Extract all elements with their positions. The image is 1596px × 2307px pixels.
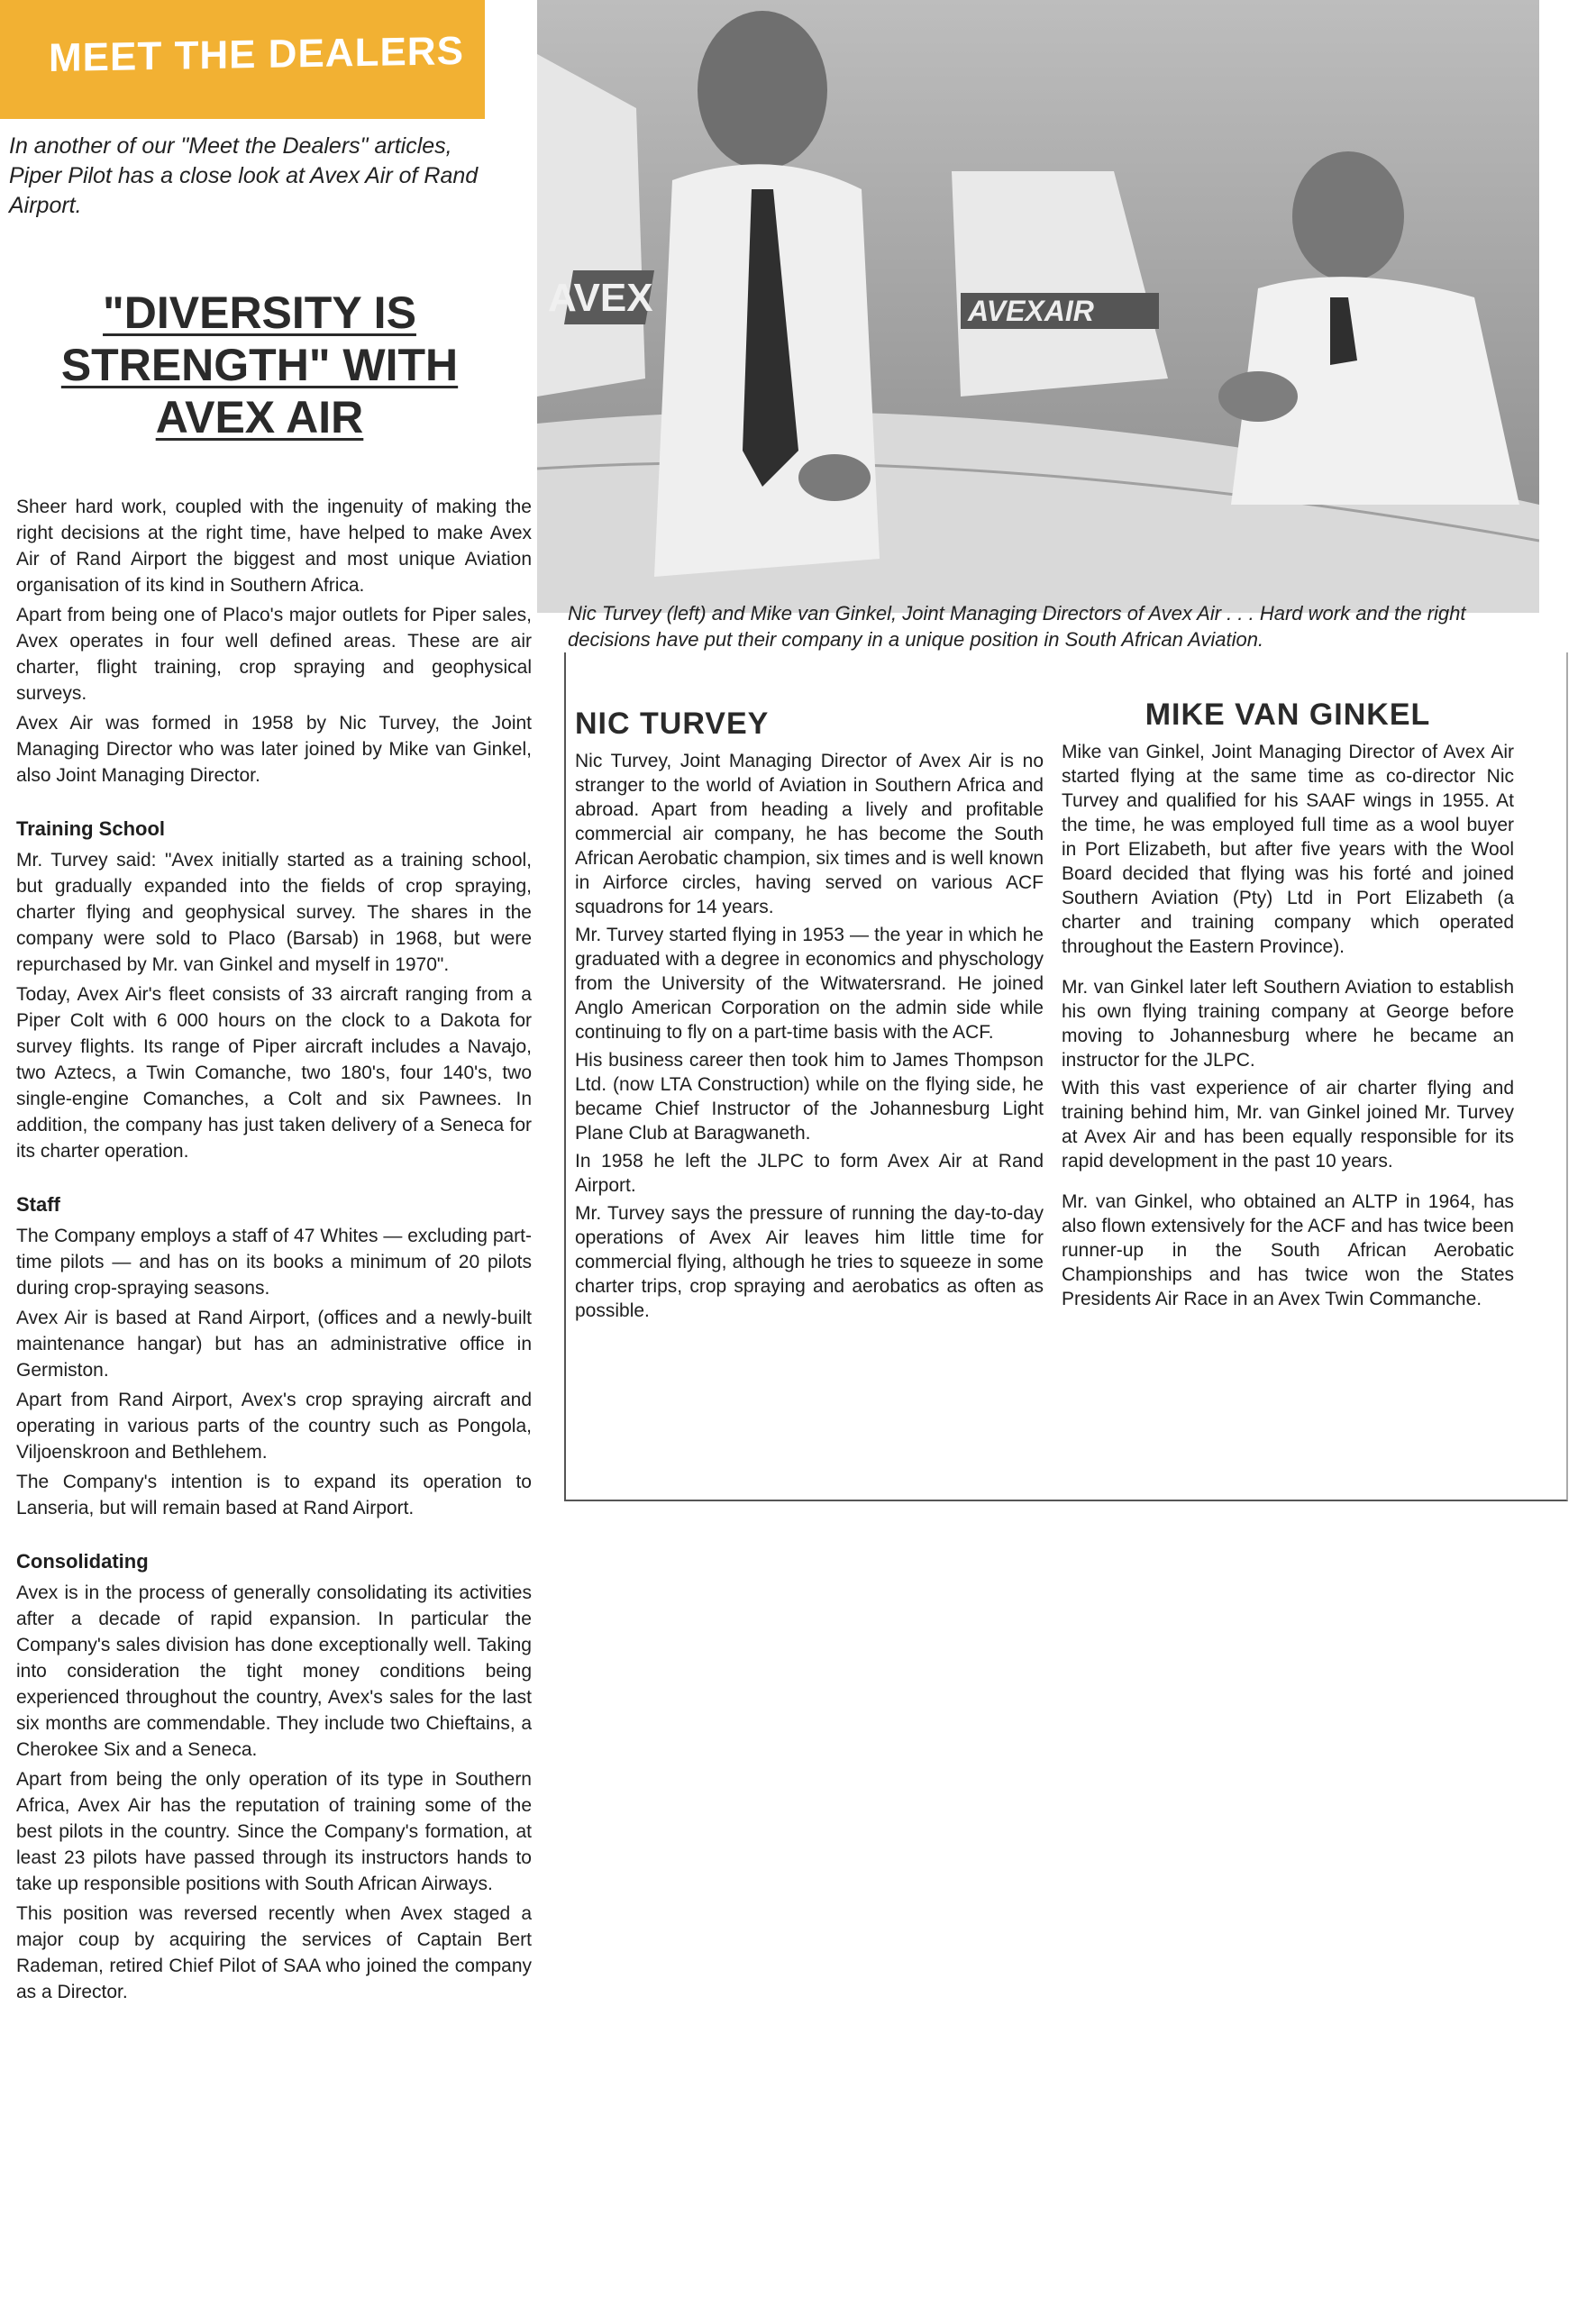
paragraph: Sheer hard work, coupled with the ingenuity of making the right decisions at the right time, have helped to make Avex Air of Rand Airport the biggest and most unique Aviation organisation of its kind in Southern Africa. <box>16 497 532 596</box>
paragraph: Apart from being the only operation of its type in Southern Africa, Avex Air has the reputation of training some of the best pilots in the country. Since the Company's formation, at least 23 pilots have passed through its instructors hands to take up responsible positions with South African Airways. <box>16 1769 532 1894</box>
paragraph: In 1958 he left the JLPC to form Avex Air at Rand Airport. <box>575 1151 1044 1196</box>
paragraph: The Company's intention is to expand its operation to Lanseria, but will remain based at Rand Airport. <box>16 1472 532 1518</box>
paragraph: Mr. Turvey started flying in 1953 — the year in which he graduated with a degree in economics and physchology from the University of the Witwatersrand. He joined Anglo American Corporation on the admin side while continuing to fly on a part-time basis with the ACF. <box>575 925 1044 1043</box>
headline-line-3: AVEX AIR <box>155 392 364 442</box>
paragraph: Apart from being one of Placo's major outlets for Piper sales, Avex operates in four well defined areas. These are air charter, flight training, crop spraying and geophysical surveys. <box>16 605 532 704</box>
paragraph: Avex Air was formed in 1958 by Nic Turvey, the Joint Managing Director who was later joined by Mike van Ginkel, also Joint Managing Director. <box>16 713 532 786</box>
subheading-training-school: Training School <box>16 817 166 840</box>
paragraph: Mike van Ginkel, Joint Managing Director of Avex Air started flying at the same time as co-director Nic Turvey and qualified for his SAAF wings in 1955. At the time, he was employed full time as a wool buyer in Port Elizabeth, but after five years with the Wool Board decided that flying was his forté and joined Southern Aviation (Pty) Ltd in Port Elizabeth (a charter and training company which operated throughout the Eastern Province). <box>1062 742 1514 957</box>
nic-turvey-heading: NIC TURVEY <box>575 707 770 741</box>
man-right-head <box>1292 151 1404 281</box>
tail-text-right: AVEXAIR <box>968 295 1094 327</box>
man-left-head <box>698 11 827 169</box>
paragraph: Nic Turvey, Joint Managing Director of Avex Air is no stranger to the world of Aviation in Southern Africa and abroad. Apart from heading a lively and profitable commercial air company, he has become the South African Aerobatic champion, six times and is well known in Airforce circles, having served on various ACF squadrons for 14 years. <box>575 751 1044 917</box>
headline-line-2: STRENGTH" WITH <box>60 340 459 390</box>
paragraph: With this vast experience of air charter flying and training behind him, Mr. van Ginkel joined Mr. Turvey at Avex Air and has been equally responsible for its rapid development in the past 10 years. <box>1062 1078 1514 1172</box>
paragraph: Today, Avex Air's fleet consists of 33 aircraft ranging from a Piper Colt with 6 000 hours on the clock to a Dakota for survey flights. Its range of Piper aircraft includes a Navajo, two Aztecs, a Twin Comanche, two 180's, four 140's, two single-engine Comanches, a Colt and six Pawnees. In addition, the company has just taken delivery of a Seneca for its charter operation. <box>16 984 532 1162</box>
paragraph: Apart from Rand Airport, Avex's crop spraying aircraft and operating in various parts of the country such as Pongola, Viljoenskroon and Bethlehem. <box>16 1390 532 1463</box>
subheading-consolidating: Consolidating <box>16 1550 149 1573</box>
paragraph: Mr. Turvey says the pressure of running the day-to-day operations of Avex Air leaves him little time for commercial flying, although he tries to squeeze in some charter trips, crop spraying and aerobatics as often as possible. <box>575 1203 1044 1321</box>
paragraph: The Company employs a staff of 47 Whites — excluding part-time pilots — and has on its books a minimum of 20 pilots during crop-spraying seasons. <box>16 1226 532 1299</box>
headline-line-1: "DIVERSITY IS <box>103 287 416 338</box>
tail-text-left: AVEX <box>548 276 653 320</box>
paragraph: His business career then took him to James Thompson Ltd. (now LTA Construction) while on the flying side, he became Chief Instructor of the Johannesburg Light Plane Club at Baragwaneth. <box>575 1050 1044 1144</box>
paragraph: Mr. Turvey said: "Avex initially started as a training school, but gradually expanded into the fields of crop spraying, charter flying and geophysical survey. The shares in the company were sold to Placo (Barsab) in 1968, but were repurchased by Mr. van Ginkel and myself in 1970". <box>16 850 532 975</box>
photo-caption: Nic Turvey (left) and Mike van Ginkel, Joint Managing Directors of Avex Air . . . Hard work and the right decisions have put their company in a unique position in South African Aviation. <box>568 602 1466 651</box>
section-banner <box>0 0 485 119</box>
paragraph: Avex is in the process of generally consolidating its activities after a decade of rapid expansion. In particular the Company's sales division has done exceptionally well. Taking into consideration the tight money conditions being experienced throughout the country, Avex's sales for the last six months are commendable. They include two Chieftains, a Cherokee Six and a Seneca. <box>16 1582 532 1760</box>
paragraph: Mr. van Ginkel later left Southern Aviation to establish his own flying training company at George before moving to Johannesburg where he became an instructor for the JLPC. <box>1062 977 1514 1071</box>
intro-text: In another of our "Meet the Dealers" articles, Piper Pilot has a close look at Avex Air of Rand Airport. <box>9 133 479 218</box>
nic-turvey-column <box>575 707 1044 1327</box>
mike-van-ginkel-column <box>1062 698 1514 1315</box>
subheading-staff: Staff <box>16 1193 60 1216</box>
paragraph: This position was reversed recently when Avex staged a major coup by acquiring the services of Captain Bert Rademan, retired Chief Pilot of SAA who joined the company as a Director. <box>16 1903 532 2002</box>
section-banner-label: MEET THE DEALERS <box>49 28 464 81</box>
left-column <box>16 494 532 2009</box>
tail-left <box>537 54 645 397</box>
article-headline <box>16 287 503 443</box>
photo-illustration <box>537 0 1539 613</box>
paragraph: Avex Air is based at Rand Airport, (offices and a newly-built maintenance hangar) but has an administrative office in Germiston. <box>16 1308 532 1381</box>
directors-photo <box>537 0 1539 613</box>
mike-van-ginkel-heading: MIKE VAN GINKEL <box>1145 698 1431 732</box>
paragraph: Mr. van Ginkel, who obtained an ALTP in 1964, has also flown extensively for the ACF and has twice been runner-up in the South African Aerobatic Championships and has twice won the States Presidents Air Race in an Avex Twin Commanche. <box>1062 1191 1514 1309</box>
